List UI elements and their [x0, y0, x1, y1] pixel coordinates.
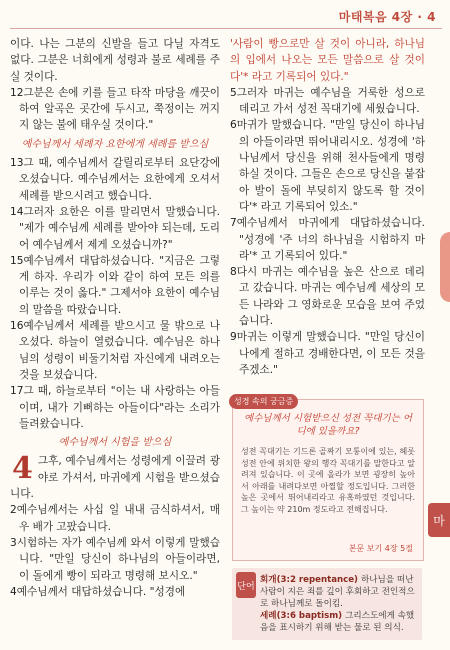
book-index-tab[interactable]: 마 [428, 503, 450, 537]
quoted-scripture: '사람이 빵으로만 살 것이 아니라, 하나님의 입에서 나오는 모든 말씀으로 살 것이다'* 라고 기록되어 있다." [230, 38, 425, 83]
verse [230, 264, 425, 329]
page-title: 마태복음 4장 · 4 [338, 10, 436, 24]
verse [10, 155, 220, 204]
verse [10, 383, 220, 432]
continued-text: 이다. 나는 그분의 신발을 들고 다닐 자격도 없다. 그분은 너희에게 성령과 불로 세례를 주실 것이다. [10, 38, 220, 83]
verse [10, 535, 220, 584]
verse [230, 329, 425, 378]
verse-text: 예수님께서 대답하셨습니다. "지금은 그렇게 하자. 우리가 이와 같이 하여 모든 의를 이루는 것이 옳다." 그제서야 요한이 예수님의 말씀을 따랐습니다. [19, 254, 220, 316]
left-column [10, 36, 220, 600]
verse-text: 예수님께서 마귀에게 대답하셨습니다. "성경에 '주 너의 하나님을 시험하지 마라'* 고 기록되어 있다." [236, 217, 425, 262]
verse-text: 그러자 마귀는 예수님을 거룩한 성으로 데리고 가서 성전 꼭대기에 세웠습니다. [236, 86, 425, 116]
verse [230, 117, 425, 215]
section-tab-decoration [440, 232, 450, 302]
verse-text: 마귀가 말했습니다. "만일 당신이 하나님의 아들이라면 뛰어내리시오. 성경에 '하나님께서 당신을 위해 천사들에게 명령하실 것이다. 그들은 손으로 당신을 붙잡아 발이 돌에 부딪히지 않도록 할 것이다'* 라고 기록되어 있소." [236, 119, 425, 213]
verse-text: 시험하는 자가 예수님께 와서 이렇게 말했습니다. "만일 당신이 하나님의 아들이라면, 이 돌에게 빵이 되라고 명령해 보시오." [16, 536, 220, 582]
vocabulary-tag: 단어 [236, 572, 256, 598]
qa-title: 예수님께서 시험받으신 성전 꼭대기는 어디에 있을까요? [243, 413, 413, 437]
vocabulary-list [260, 574, 418, 634]
vocabulary-definition: 그리스도에게 속했음을 표시하기 위해 받는 물로 된 의식. [260, 611, 415, 633]
section-heading: 예수님께서 시험을 받으심 [58, 437, 172, 449]
verse-text: 예수님께서는 사십 일 내내 금식하셔서, 매우 배가 고팠습니다. [16, 504, 220, 533]
verse-text: 마귀는 이렇게 말했습니다. "만일 당신이 나에게 절하고 경배한다면, 이 모든 것을 주겠소." [236, 331, 425, 376]
verse-number: 14 [10, 205, 24, 218]
verse-text: 그 때, 예수님께서 갈릴리로부터 요단강에 오셨습니다. 예수님께서는 요한에게 오셔서 세례를 받으시려고 했습니다. [19, 157, 220, 202]
vocabulary-entry [260, 610, 418, 634]
verse-number: 7 [230, 217, 237, 230]
right-column [230, 36, 425, 378]
verse-number: 5 [230, 86, 237, 99]
verse-number: 17 [10, 385, 24, 398]
page-header [0, 0, 450, 30]
verse [10, 502, 220, 535]
verse-number: 16 [10, 320, 24, 333]
verse-number: 12 [10, 86, 24, 99]
vocabulary-box [232, 568, 422, 640]
verse [230, 215, 425, 264]
verse-text: 그분은 손에 키를 들고 타작 마당을 깨끗이 하여 알곡은 곳간에 두시고, 쭉정이는 꺼지지 않는 불에 태우실 것이다." [19, 86, 220, 132]
verse-text: 그러자 요한은 이를 말리면서 말했습니다. "제가 예수님께 세례를 받아야 되는데, 도리어 예수님께서 제게 오셨습니까?" [19, 205, 220, 251]
verse-number: 2 [10, 504, 17, 517]
vocabulary-entry [260, 574, 418, 610]
verse-number: 3 [10, 536, 17, 549]
verse [10, 85, 220, 134]
verse-number: 6 [230, 119, 237, 132]
verse-text: 그후, 예수님께서는 성령에게 이끌려 광야로 가셔서, 마귀에게 시험을 받으셨습니다. [10, 455, 220, 501]
verse [10, 318, 220, 383]
verse-number: 13 [10, 157, 24, 170]
chapter-start [10, 453, 220, 502]
verse-text: 그 때, 하늘로부터 "이는 내 사랑하는 아들이며, 내가 기뻐하는 아들이다"라는 소리가 들려왔습니다. [19, 385, 220, 430]
qa-body: 성전 꼭대기는 기드론 골짜기 모퉁이에 있는, 헤롯 성전 안에 위치한 왕의 행각 꼭대기를 말한다고 알려져 있습니다. 이 곳에 올라가 보면 굉장히 높아서 아래를 내려다보면 아찔할 정도입니다. 그러한 높은 곳에서 뛰어내리라고 유혹하였던 것입니다. 그 높이는 약 210m 정도라고 전해집니다. [241, 447, 415, 514]
vocabulary-term: 세례(3:6 baptism) [260, 611, 346, 621]
verse-number: 8 [230, 266, 237, 279]
vocabulary-definition: 하나님을 떠난 사람이 지은 죄를 깊이 후회하고 전인적으로 하나님께로 돌이킴. [260, 575, 415, 609]
verse-number: 15 [10, 254, 24, 267]
verse-number: 9 [230, 331, 237, 344]
qa-reference: 본문 보기 4장 5절 [348, 544, 413, 553]
qa-sidebar [232, 399, 424, 561]
verse-text: 예수님께서 세례를 받으시고 물 밖으로 나오셨다. 하늘이 열렸습니다. 예수님은 하나님의 성령이 비둘기처럼 자신에게 내려오는 것을 보셨습니다. [19, 320, 220, 381]
verse [230, 85, 425, 118]
vocabulary-term: 회개(3:2 repentance) [260, 575, 361, 585]
verse [10, 584, 220, 600]
verse [10, 204, 220, 253]
chapter-number: 4 [12, 451, 33, 487]
verse [10, 253, 220, 318]
section-heading: 예수님께서 세례자 요한에게 세례를 받으심 [21, 138, 209, 150]
verse-text: 다시 마귀는 예수님을 높은 산으로 데리고 갔습니다. 마귀는 예수님께 세상의 모든 나라와 그 영화로운 모습을 보여 주었습니다. [236, 266, 425, 328]
verse-text: 예수님께서 대답하셨습니다. "성경에 [16, 585, 186, 598]
header-divider [10, 28, 442, 29]
qa-badge: 성경 속의 궁금증 [229, 394, 298, 409]
verse-number: 4 [10, 585, 17, 598]
